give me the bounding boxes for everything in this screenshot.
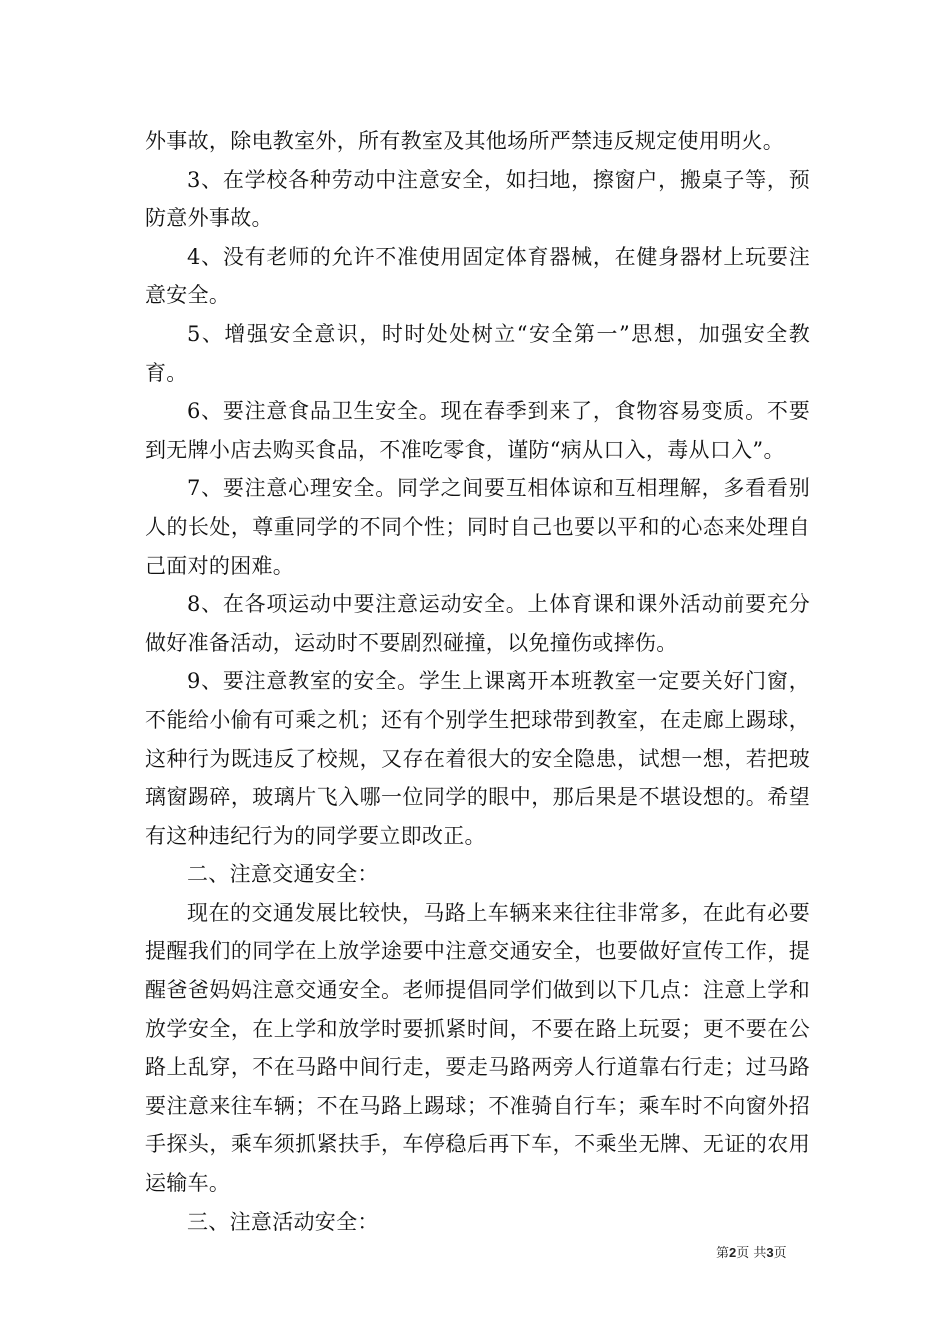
paragraph-item-4: 4、没有老师的允许不准使用固定体育器械，在健身器材上玩要注意安全。 xyxy=(145,244,810,308)
footer-suffix: 页 xyxy=(773,1246,787,1261)
paragraph-item-3: 3、在学校各种劳动中注意安全，如扫地，擦窗户，搬桌子等，预防意外事故。 xyxy=(145,167,810,231)
paragraph-item-6: 6、要注意食品卫生安全。现在春季到来了，食物容易变质。不要到无牌小店去购买食品，不准吃零食，谨防“病从口入，毒从口入”。 xyxy=(145,399,810,462)
paragraph-traffic: 现在的交通发展比较快，马路上车辆来来往往非常多，在此有必要提醒我们的同学在上放学途要中注意交通安全，也要做好宣传工作，提醒爸爸妈妈注意交通安全。老师提倡同学们做到以下几点：注意上学和放学安全，在上学和放学时要抓紧时间，不要在路上玩耍；更不要在公路上乱穿，不在马路中间行走，要走马路两旁人行道靠右行走；过马路要注意来往车辆；不在马路上踢球；不准骑自行车；乘车时不向窗外招手探头，乘车须抓紧扶手，车停稳后再下车，不乘坐无牌、无证的农用运输车。 xyxy=(145,900,810,1196)
paragraph-item-9: 9、要注意教室的安全。学生上课离开本班教室一定要关好门窗，不能给小偷有可乘之机；还有个别学生把球带到教室，在走廊上踢球，这种行为既违反了校规，又存在着很大的安全隐患，试想一想，若把玻璃窗踢碎，玻璃片飞入哪一位同学的眼中，那后果是不堪设想的。希望有这种违纪行为的同学要立即改正。 xyxy=(145,669,810,848)
section-heading-activity: 三、注意活动安全： xyxy=(187,1209,379,1234)
paragraph-item-7: 7、要注意心理安全。同学之间要互相体谅和互相理解，多看看别人的长处，尊重同学的不同个性；同时自己也要以平和的心态来处理自己面对的困难。 xyxy=(145,476,810,578)
page-number-footer xyxy=(716,1245,787,1262)
paragraph-continuation: 外事故，除电教室外，所有教室及其他场所严禁违反规定使用明火。 xyxy=(145,129,784,153)
footer-middle: 页 共 xyxy=(736,1246,767,1261)
footer-current-page: 2 xyxy=(729,1245,737,1260)
footer-prefix: 第 xyxy=(716,1246,730,1261)
section-heading-traffic: 二、注意交通安全： xyxy=(187,862,379,887)
document-body xyxy=(145,122,810,1241)
paragraph-item-8: 8、在各项运动中要注意运动安全。上体育课和课外活动前要充分做好准备活动，运动时不要剧烈碰撞，以免撞伤或摔伤。 xyxy=(145,592,810,655)
footer-total-pages: 3 xyxy=(766,1245,774,1260)
paragraph-item-5: 5、增强安全意识，时时处处树立“安全第一”思想，加强安全教育。 xyxy=(145,321,810,385)
